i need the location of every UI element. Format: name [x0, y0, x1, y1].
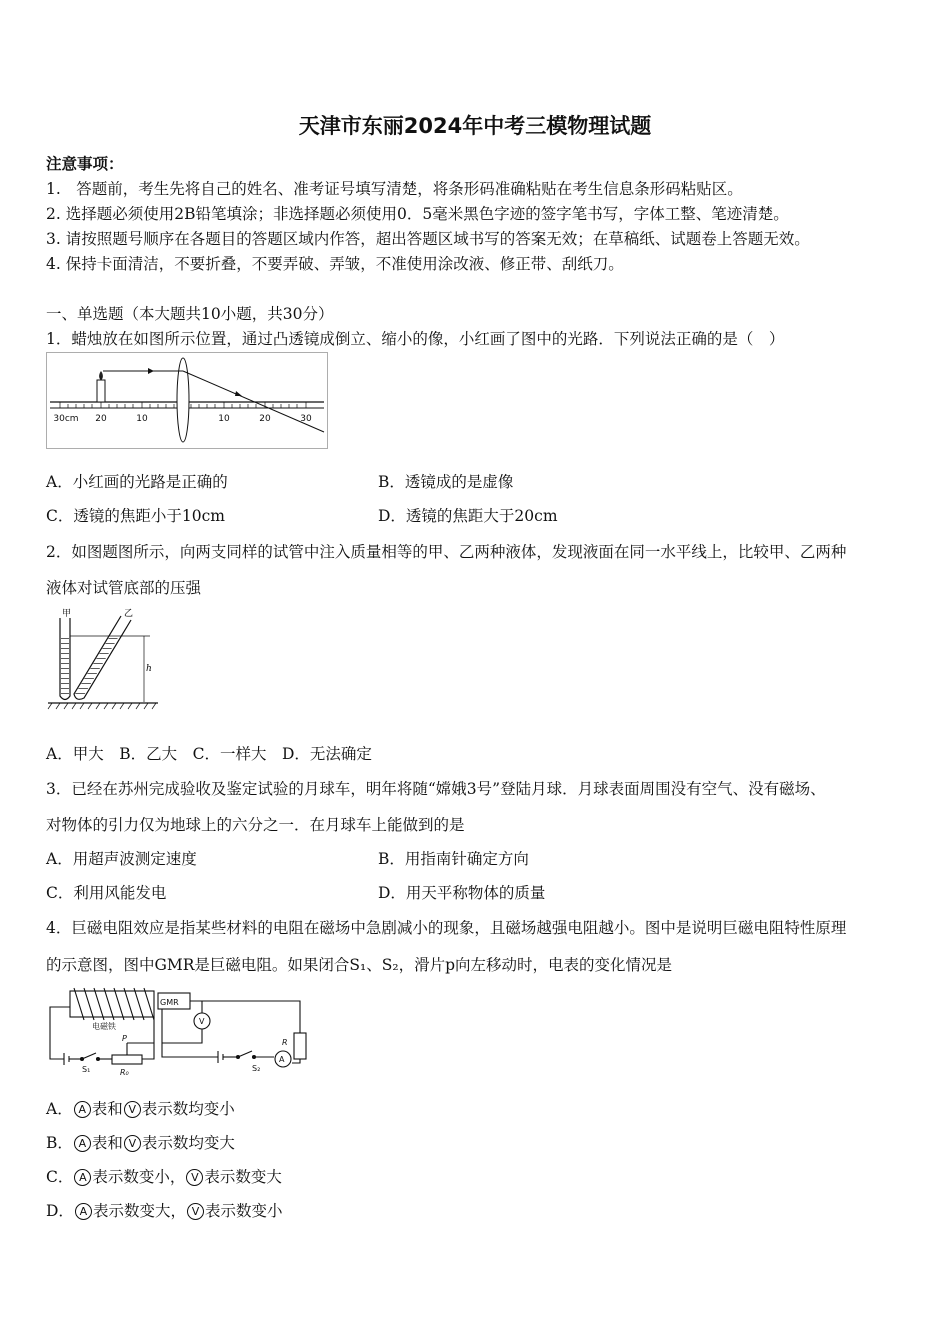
option-text: 表和: [91, 1134, 123, 1152]
ammeter-icon: A: [75, 1203, 92, 1220]
q4-rheostat-r0: [112, 1055, 142, 1064]
option-text: 表示数变大: [204, 1168, 282, 1186]
q4-label-magnet: 电磁铁: [92, 1022, 116, 1031]
q4-circuit-figure: [42, 983, 312, 1078]
option-text: 表示数均变小: [141, 1100, 235, 1118]
q1-candle: [97, 380, 105, 402]
q2-stem-line1: 2．如图题图所示，向两支同样的试管中注入质量相等的甲、乙两种液体，发现液面在同一水平线上，比较甲、乙两种: [46, 543, 847, 561]
q4-option-a: [46, 1097, 235, 1119]
voltmeter-icon: V: [124, 1101, 141, 1118]
q3-option-a: A．用超声波测定速度: [46, 850, 197, 868]
q4-label-gmr: GMR: [160, 998, 179, 1007]
voltmeter-icon: V: [187, 1203, 204, 1220]
q1-ruler-label: 10: [136, 414, 148, 424]
q4-switch-s2: [238, 1051, 252, 1057]
voltmeter-icon: V: [124, 1135, 141, 1152]
q1-option-b: B．透镜成的是虚像: [378, 473, 514, 491]
q4-label-r0: R₀: [120, 1068, 129, 1077]
q4-resistor-r: [294, 1033, 306, 1059]
notice-heading: 注意事项：: [46, 154, 124, 173]
option-label: B．: [46, 1134, 73, 1152]
q4-label-a: A: [279, 1055, 285, 1064]
q2-liquid-jia: [61, 636, 69, 698]
option-label: A．: [46, 1100, 73, 1118]
notice-item-3: 3. 请按照题号顺序在各题目的答题区域内作答，超出答题区域书写的答案无效；在草稿纸、试题卷上答题无效。: [46, 230, 810, 248]
q2-liquid-yi: [75, 636, 119, 698]
ammeter-icon: A: [74, 1135, 91, 1152]
q1-option-a: A．小红画的光路是正确的: [46, 473, 228, 491]
q4-label-v: V: [199, 1017, 205, 1026]
q4-option-b: [46, 1131, 235, 1153]
q4-option-c: [46, 1165, 282, 1187]
option-text: 表示数均变大: [141, 1134, 235, 1152]
q1-option-d: D．透镜的焦距大于20cm: [378, 507, 558, 525]
q4-label-s1: S₁: [82, 1065, 91, 1074]
ammeter-icon: A: [74, 1101, 91, 1118]
q4-stem-line2: 的示意图，图中GMR是巨磁电阻。如果闭合S₁、S₂，滑片p向左移动时，电表的变化情况是: [46, 956, 673, 974]
q1-ruler-label: 10: [218, 414, 230, 424]
q1-lens-figure: [46, 352, 331, 452]
q3-option-c: C．利用风能发电: [46, 884, 167, 902]
option-text: 表示数变小: [204, 1202, 283, 1220]
q4-left-wire: [50, 1007, 70, 1059]
q4-coil: [74, 988, 154, 1020]
q2-stem-line2: 液体对试管底部的压强: [46, 579, 202, 597]
q3-stem-line2: 对物体的引力仅为地球上的六分之一．在月球车上能做到的是: [46, 816, 465, 834]
q1-ruler-label: 30: [300, 414, 312, 424]
q4-label-r: R: [282, 1038, 288, 1047]
q1-ray-arrow: [148, 368, 154, 374]
q3-option-b: B．用指南针确定方向: [378, 850, 529, 868]
q1-stem: 1．蜡烛放在如图所示位置，通过凸透镜成倒立、缩小的像，小红画了图中的光路．下列说法正确的是（ ）: [46, 330, 785, 348]
option-label: C．: [46, 1168, 74, 1186]
notice-item-2: 2. 选择题必须使用2B铅笔填涂；非选择题必须使用0．5毫米黑色字迹的签字笔书写，字体工整、笔迹清楚。: [46, 205, 789, 223]
notice-item-1: 1. 答题前，考生先将自己的姓名、准考证号填写清楚，将条形码准确粘贴在考生信息条形码粘贴区。: [46, 180, 743, 198]
q1-ruler-label: 20: [259, 414, 271, 424]
q4-label-p: P: [122, 1034, 127, 1043]
q2-label-h: h: [146, 664, 152, 674]
q1-ray-arrow: [235, 391, 242, 396]
option-label: D．: [46, 1202, 74, 1220]
section-heading: 一、单选题（本大题共10小题，共30分）: [46, 305, 334, 323]
q3-option-d: D．用天平称物体的质量: [378, 884, 546, 902]
q1-ruler-label: 30cm: [53, 414, 79, 424]
q2-label-yi: 乙: [124, 609, 134, 619]
option-text: 表示数变大，: [92, 1202, 186, 1220]
notice-item-4: 4. 保持卡面清洁，不要折叠，不要弄破、弄皱，不准使用涂改液、修正带、刮纸刀。: [46, 255, 624, 273]
voltmeter-icon: V: [186, 1169, 203, 1186]
option-text: 表示数变小，: [92, 1168, 186, 1186]
q4-option-d: [46, 1199, 282, 1221]
q4-stem-line1: 4．巨磁电阻效应是指某些材料的电阻在磁场中急剧减小的现象，且磁场越强电阻越小。图中是说明巨磁电阻特性原理: [46, 919, 847, 937]
q4-right-wire-left: [162, 1009, 218, 1057]
q4-label-s2: S₂: [252, 1064, 261, 1073]
q3-stem-line1: 3．已经在苏州完成验收及鉴定试验的月球车，明年将随“嫦娥3号”登陆月球．月球表面周围没有空气、没有磁场、: [46, 780, 826, 798]
q4-switch-s1: [82, 1053, 96, 1059]
q1-option-c: C．透镜的焦距小于10cm: [46, 507, 225, 525]
q1-ruler-label: 20: [95, 414, 107, 424]
q2-test-tube-figure: [46, 606, 161, 716]
q2-label-jia: 甲: [62, 609, 72, 619]
option-text: 表和: [91, 1100, 123, 1118]
page-title: 天津市东丽2024年中考三模物理试题: [298, 114, 652, 138]
ammeter-icon: A: [74, 1169, 91, 1186]
q2-options: A．甲大 B．乙大 C．一样大 D．无法确定: [46, 745, 372, 763]
